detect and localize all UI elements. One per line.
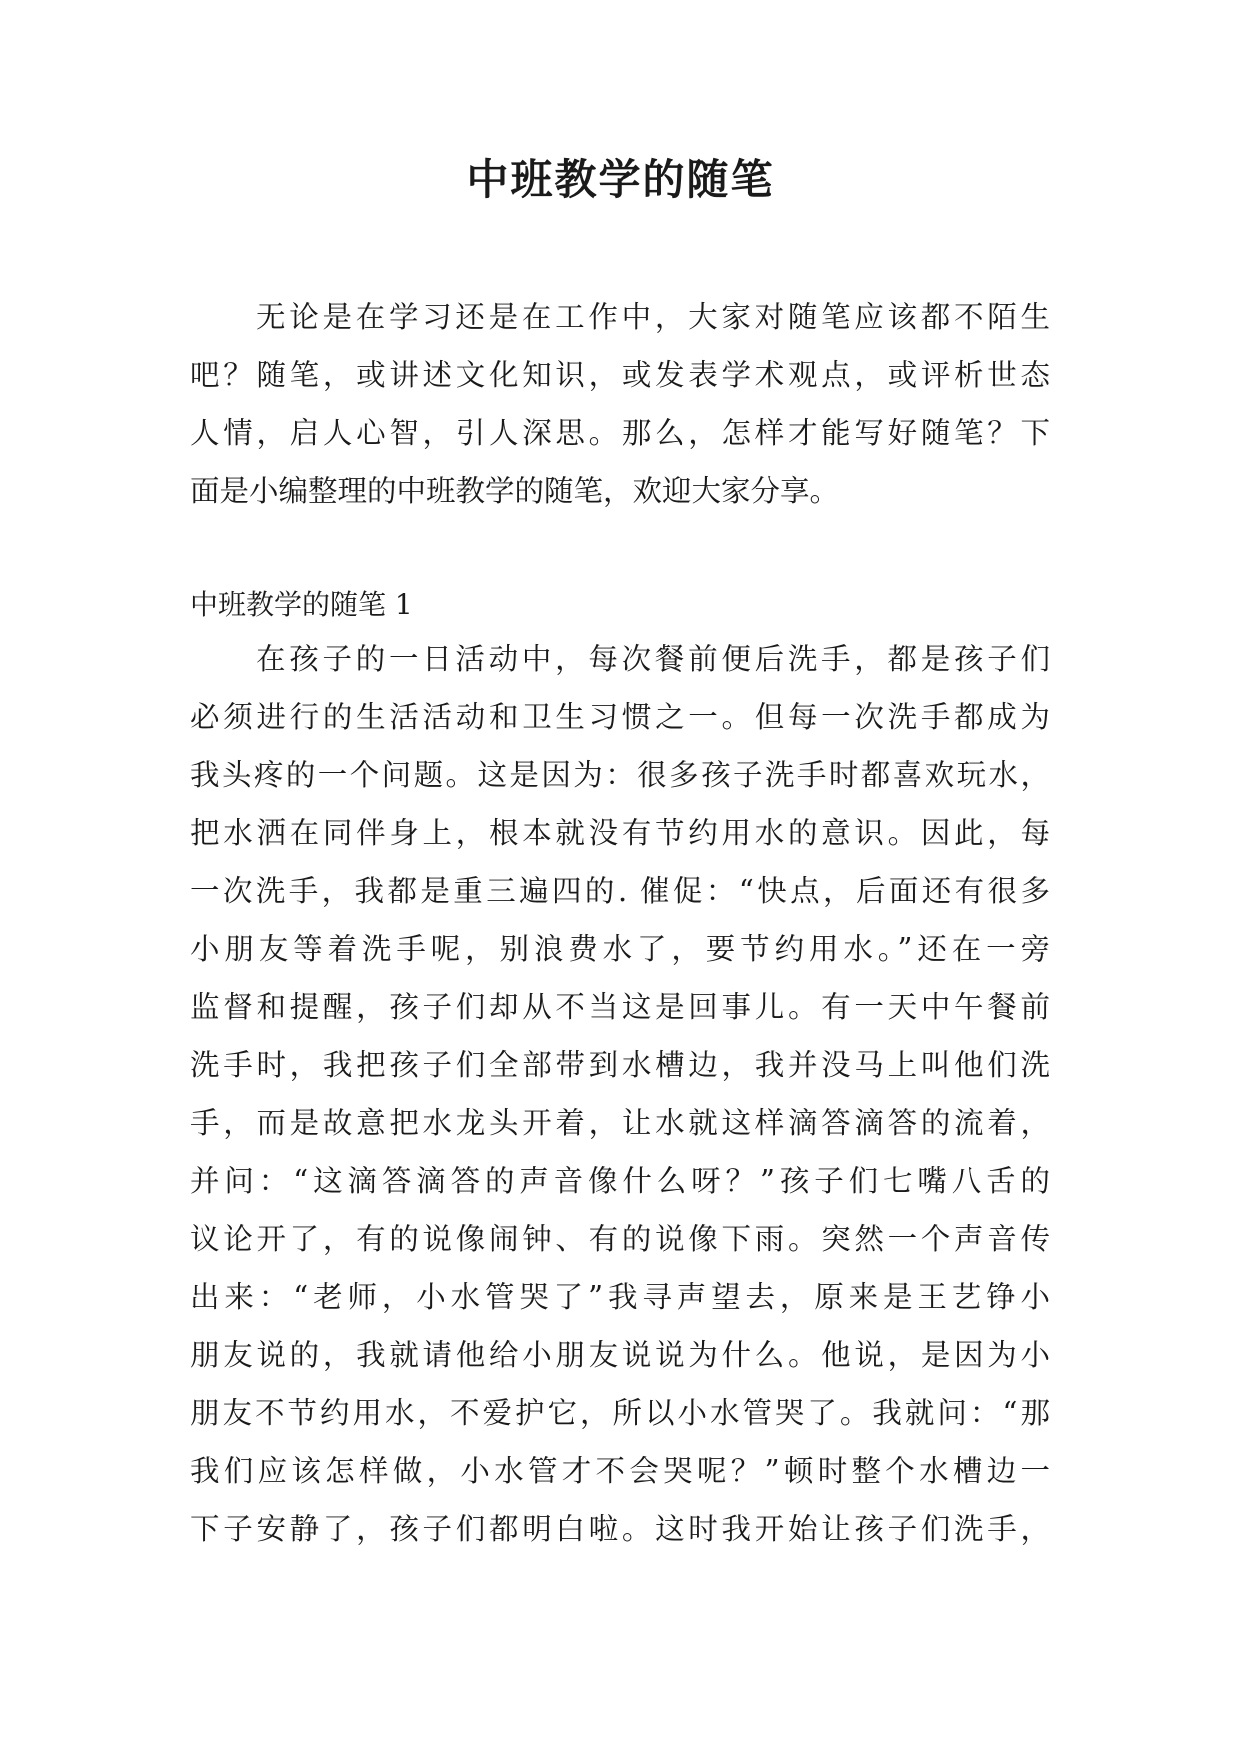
section1-paragraph [190, 630, 1050, 1558]
paragraph-line: 小朋友等着洗手呢，别浪费水了，要节约用水。”还在一旁 [190, 932, 1050, 966]
paragraph-line: 监督和提醒，孩子们却从不当这是回事儿。有一天中午餐前 [190, 990, 1050, 1024]
paragraph-line: 并问：“这滴答滴答的声音像什么呀？”孩子们七嘴八舌的 [190, 1164, 1050, 1198]
paragraph-line: 必须进行的生活活动和卫生习惯之一。但每一次洗手都成为 [190, 700, 1050, 734]
paragraph-line: 洗手时，我把孩子们全部带到水槽边，我并没马上叫他们洗 [190, 1048, 1050, 1082]
paragraph-line: 出来：“老师，小水管哭了”我寻声望去，原来是王艺铮小 [190, 1280, 1050, 1314]
paragraph-line: 议论开了，有的说像闹钟、有的说像下雨。突然一个声音传 [190, 1222, 1050, 1256]
paragraph-line: 吧？随笔，或讲述文化知识，或发表学术观点，或评析世态 [190, 358, 1050, 392]
section-heading: 中班教学的随笔 1 [190, 588, 413, 621]
paragraph-line: 朋友说的，我就请他给小朋友说说为什么。他说，是因为小 [190, 1338, 1050, 1372]
paragraph-line: 手，而是故意把水龙头开着，让水就这样滴答滴答的流着， [190, 1106, 1050, 1140]
paragraph-line: 面是小编整理的中班教学的随笔，欢迎大家分享。 [190, 474, 840, 508]
paragraph-line: 在孩子的一日活动中，每次餐前便后洗手，都是孩子们 [256, 642, 1050, 676]
intro-paragraph [190, 288, 1050, 520]
paragraph-line: 朋友不节约用水，不爱护它，所以小水管哭了。我就问：“那 [190, 1396, 1050, 1430]
paragraph-line: 我们应该怎样做，小水管才不会哭呢？”顿时整个水槽边一 [190, 1454, 1050, 1488]
paragraph-line: 一次洗手，我都是重三遍四的. 催促：“快点，后面还有很多 [190, 874, 1050, 908]
document-title: 中班教学的随笔 [466, 155, 775, 204]
paragraph-line: 我头疼的一个问题。这是因为：很多孩子洗手时都喜欢玩水， [190, 758, 1050, 792]
paragraph-line: 人情，启人心智，引人深思。那么，怎样才能写好随笔？下 [190, 416, 1050, 450]
paragraph-line: 下子安静了，孩子们都明白啦。这时我开始让孩子们洗手， [190, 1512, 1050, 1546]
paragraph-line: 把水洒在同伴身上，根本就没有节约用水的意识。因此，每 [190, 816, 1050, 850]
paragraph-line: 无论是在学习还是在工作中，大家对随笔应该都不陌生 [256, 300, 1050, 334]
